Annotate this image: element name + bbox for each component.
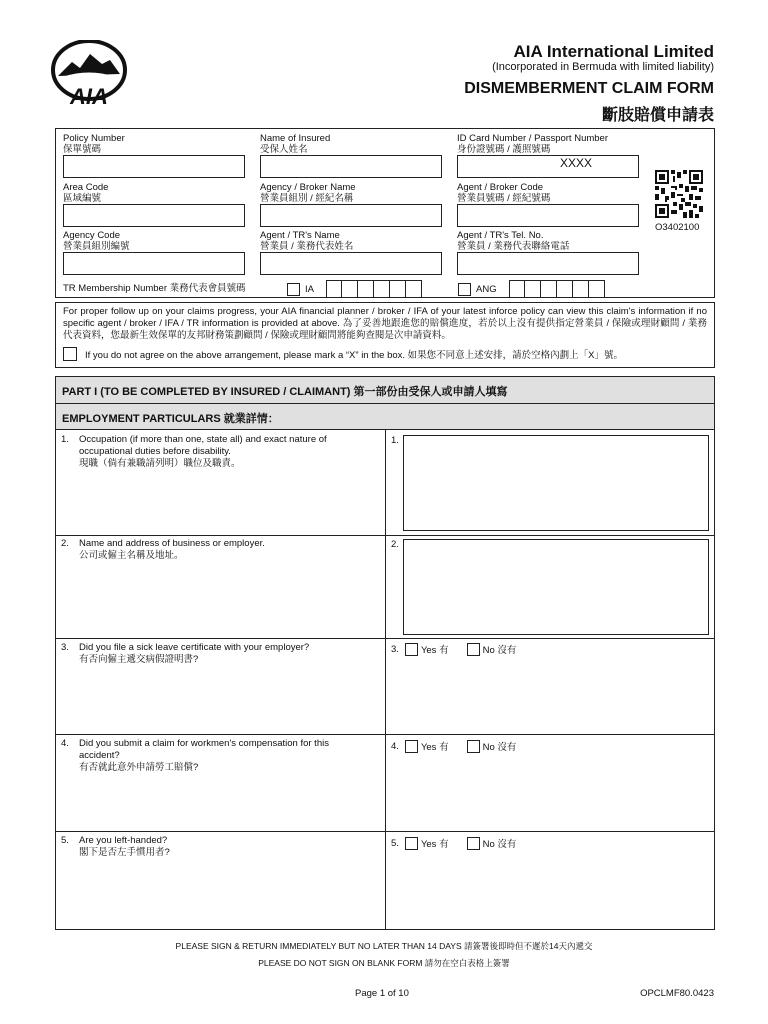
id-card-field[interactable] [457, 155, 639, 178]
answer-1-number: 1. [391, 435, 399, 446]
optout-text: If you do not agree on the above arrangement, please mark a “X” in the box. 如果您不同意上述安排，請於空格內劃上「X」號。 [85, 350, 624, 361]
name-insured-field[interactable] [260, 155, 442, 178]
qr-code [655, 170, 703, 218]
form-code: OPCLMF80.0423 [640, 988, 714, 999]
q3-yes-label: Yes 有 [420, 645, 449, 656]
ang-checkbox[interactable] [458, 283, 471, 296]
agency-broker-name-label: Agency / Broker Name [260, 182, 356, 193]
q5-yes-label: Yes 有 [420, 839, 449, 850]
question-3: 3. Did you file a sick leave certificate with your employer? 有否向僱主遞交病假證明書? [61, 642, 366, 666]
question-2: 2. Name and address of business or employer. 公司或僱主名稱及地址。 [61, 538, 366, 562]
q5-no-label: No 沒有 [482, 839, 517, 850]
footer-sign-notice: PLEASE SIGN & RETURN IMMEDIATELY BUT NO LATER THAN 14 DAYS 請簽署後即時但不遲於14天內遞交 [175, 941, 593, 951]
question-1-text: Occupation (if more than one, state all) and exact nature of occupational duties before disability. [79, 434, 327, 457]
name-insured-label: Name of Insured [260, 133, 331, 144]
policy-info-section [55, 128, 715, 298]
question-2-text: Name and address of business or employer. [79, 538, 265, 549]
policy-number-field[interactable] [63, 155, 245, 178]
question-4-text-zh: 有否就此意外申請勞工賠償? [79, 762, 199, 773]
area-code-label: Area Code [63, 182, 109, 193]
footer-blank-notice: PLEASE DO NOT SIGN ON BLANK FORM 請勿在空白表格上簽署 [258, 958, 510, 968]
agent-tr-name-label: Agent / TR's Name [260, 230, 340, 241]
agency-broker-name-label-zh: 營業員組別 / 經紀名稱 [260, 193, 354, 204]
form-title: DISMEMBERMENT CLAIM FORM [464, 80, 714, 97]
aia-logo [50, 40, 128, 110]
part1-header [56, 377, 714, 404]
answer-1-field[interactable] [403, 435, 709, 531]
answer-2-number: 2. [391, 539, 399, 550]
optout-checkbox[interactable] [63, 347, 77, 361]
policy-number-label: Policy Number [63, 133, 125, 144]
form-title-chinese: 斷肢賠償申請表 [601, 107, 714, 124]
section-title: EMPLOYMENT PARTICULARS 就業詳情： [62, 413, 279, 425]
q4-no-checkbox[interactable] [467, 740, 480, 753]
answer-5-number: 5. [391, 837, 399, 849]
id-card-label: ID Card Number / Passport Number [457, 133, 608, 144]
question-4-text: Did you submit a claim for workmen's compensation for this accident? [79, 738, 329, 761]
agent-broker-code-field[interactable] [457, 204, 639, 227]
agency-broker-name-field[interactable] [260, 204, 442, 227]
id-card-value: XXXX [559, 156, 592, 170]
id-card-label-zh: 身份證號碼 / 護照號碼 [457, 144, 551, 155]
question-5-text: Are you left-handed? [79, 835, 168, 846]
q3-no-checkbox[interactable] [467, 643, 480, 656]
question-1: 1. Occupation (if more than one, state all) and exact nature of occupational duties before disability. 現職（倘有兼職請列明）職位及職責。 [61, 434, 366, 470]
area-code-label-zh: 區域編號 [63, 193, 102, 204]
q5-no-checkbox[interactable] [467, 837, 480, 850]
agent-broker-code-label-zh: 營業員號碼 / 經紀號碼 [457, 193, 551, 204]
ia-checkbox[interactable] [287, 283, 300, 296]
notice-section [55, 302, 715, 368]
name-insured-label-zh: 受保人姓名 [260, 144, 308, 155]
section-header [56, 404, 714, 430]
agent-tr-tel-label: Agent / TR's Tel. No. [457, 230, 544, 241]
company-subtitle: (Incorporated in Bermuda with limited liability) [492, 61, 714, 73]
company-name: AIA International Limited [513, 42, 714, 61]
ia-digit-boxes[interactable] [326, 280, 422, 298]
ang-label: ANG [476, 283, 497, 295]
page-number: Page 1 of 10 [355, 988, 409, 999]
policy-number-label-zh: 保單號碼 [63, 144, 102, 155]
ia-label: IA [305, 283, 314, 295]
agent-tr-tel-field[interactable] [457, 252, 639, 275]
q5-yes-checkbox[interactable] [405, 837, 418, 850]
q3-yes-checkbox[interactable] [405, 643, 418, 656]
svg-text:AIA: AIA [70, 84, 108, 109]
q4-no-label: No 沒有 [482, 742, 517, 753]
q3-no-label: No 沒有 [482, 645, 517, 656]
agency-code-field[interactable] [63, 252, 245, 275]
question-3-text-zh: 有否向僱主遞交病假證明書? [79, 654, 199, 665]
agent-tr-name-label-zh: 營業員 / 業務代表姓名 [260, 241, 354, 252]
agent-tr-tel-label-zh: 營業員 / 業務代表聯絡電話 [457, 241, 570, 252]
question-2-text-zh: 公司或僱主名稱及地址。 [79, 550, 184, 561]
notice-text: For proper follow up on your claims progress, your AIA financial planner / broker / IFA of your latest inforce policy can view this claim's information if no specific agent / broker / IFA / TR information is provided at above. 為了妥善地跟進您的賠償進度，若於以上沒有提供指定營業員 / 保險或理財顧問 / 業務代表資料，您最新生效保單的友邦財務策劃顧問 / 保險或理財顧問將能夠查閱是次申請資料。 [63, 306, 707, 341]
answer-3-number: 3. [391, 643, 399, 655]
q4-yes-label: Yes 有 [420, 742, 449, 753]
part1-title: PART I (TO BE COMPLETED BY INSURED / CLAIMANT) 第一部份由受保人或申請人填寫 [62, 386, 508, 398]
question-1-text-zh: 現職（倘有兼職請列明）職位及職責。 [79, 458, 241, 469]
question-5-text-zh: 閣下是否左手慣用者? [79, 847, 170, 858]
answer-4-number: 4. [391, 740, 399, 752]
agency-code-label: Agency Code [63, 230, 121, 241]
ang-digit-boxes[interactable] [509, 280, 605, 298]
question-5: 5. Are you left-handed? 閣下是否左手慣用者? [61, 835, 366, 859]
agent-broker-code-label: Agent / Broker Code [457, 182, 544, 193]
answer-2-field[interactable] [403, 539, 709, 635]
part1-section [55, 376, 715, 930]
qr-code-number: O3402100 [655, 222, 700, 233]
question-4: 4. Did you submit a claim for workmen's compensation for this accident? 有否就此意外申請勞工賠償? [61, 738, 366, 774]
agent-tr-name-field[interactable] [260, 252, 442, 275]
agency-code-label-zh: 營業員組別編號 [63, 241, 130, 252]
q4-yes-checkbox[interactable] [405, 740, 418, 753]
area-code-field[interactable] [63, 204, 245, 227]
tr-membership-label: TR Membership Number 業務代表會員號碼 [63, 283, 246, 294]
question-3-text: Did you file a sick leave certificate with your employer? [79, 642, 310, 653]
